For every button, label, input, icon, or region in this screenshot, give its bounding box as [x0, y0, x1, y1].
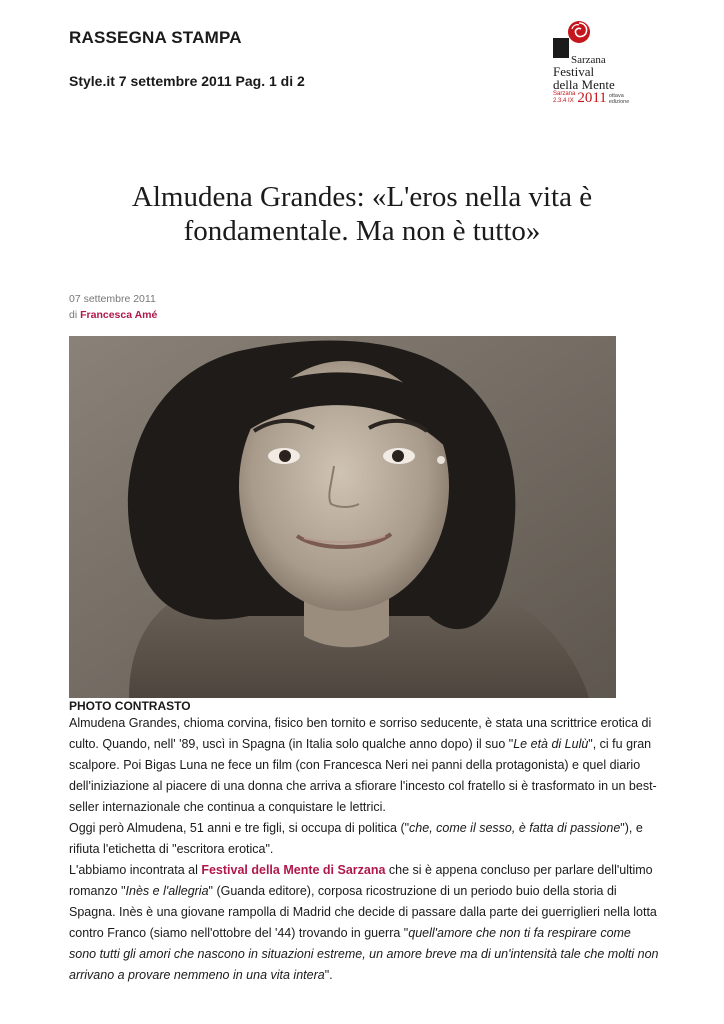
paragraph-3: L'abbiamo incontrata al Festival della Mente di Sarzana che si è appena concluso per parlare dell'ultimo romanzo "Inès e l'allegria" (Guanda editore), corposa ricostruzione di un periodo buio della storia di Spagna. Inès è una giovane rampolla di Madrid che decide di passare dalla parte dei guerriglieri nella lotta contro Franco (siamo nell'ottobre del '44) trovando in guerra "quell'amore che non ti fa respirare come sono tutti gli amori che nascono in situazioni estreme, un amore breve ma di un'intensità tale che molti non arrivano a provare nemmeno in una vita intera". [69, 863, 659, 982]
author-portrait [69, 336, 616, 698]
header-title: RASSEGNA STAMPA [69, 28, 242, 47]
portrait-illustration [69, 336, 616, 698]
article-byline: di Francesca Amé [69, 309, 158, 321]
article-date: 07 settembre 2011 [69, 293, 156, 305]
logo-year: 2011 [577, 90, 607, 106]
article-headline: Almudena Grandes: «L'eros nella vita è fondamentale. Ma non è tutto» [131, 181, 593, 247]
header-source: Style.it 7 settembre 2011 Pag. 1 di 2 [69, 73, 305, 89]
logo-block [553, 38, 569, 58]
author-link[interactable]: Francesca Amé [80, 309, 158, 321]
paragraph-2: Oggi però Almudena, 51 anni e tre figli, si occupa di politica ("che, come il sesso, è fatta di passione"), e rifiuta l'etichetta di "escritora erotica". [69, 821, 643, 856]
logo-festival: Festival [553, 64, 595, 79]
logo-city: Sarzana [571, 54, 606, 66]
logo-della-mente: della Mente [553, 77, 615, 92]
logo-date-line [553, 91, 629, 105]
paragraph-1: Almudena Grandes, chioma corvina, fisico ben tornito e sorriso seducente, è stata una scrittrice erotica di culto. Quando, nell' '89, uscì in Spagna (in Italia solo qualche anno dopo) il suo "Le età di Lulù", ci fu gran scalpore. Poi Bigas Luna ne fece un film (con Francesca Neri nei panni della protagonista) e quel diario dell'iniziazione al piacere di una donna che arriva a sfiorare l'incesto col fratello si è trasformato in un best-seller internazionale che continua a conquistare le lettrici. [69, 716, 657, 814]
festival-logo [553, 20, 635, 112]
logo-edition: ottava edizione [608, 93, 630, 105]
logo-city-small: Sarzana 2.3.4 IX [553, 91, 576, 104]
photo-credit: PHOTO CONTRASTO [69, 699, 191, 713]
article-body [69, 713, 659, 986]
swirl-icon [567, 20, 591, 44]
festival-link[interactable]: Festival della Mente di Sarzana [201, 863, 386, 877]
